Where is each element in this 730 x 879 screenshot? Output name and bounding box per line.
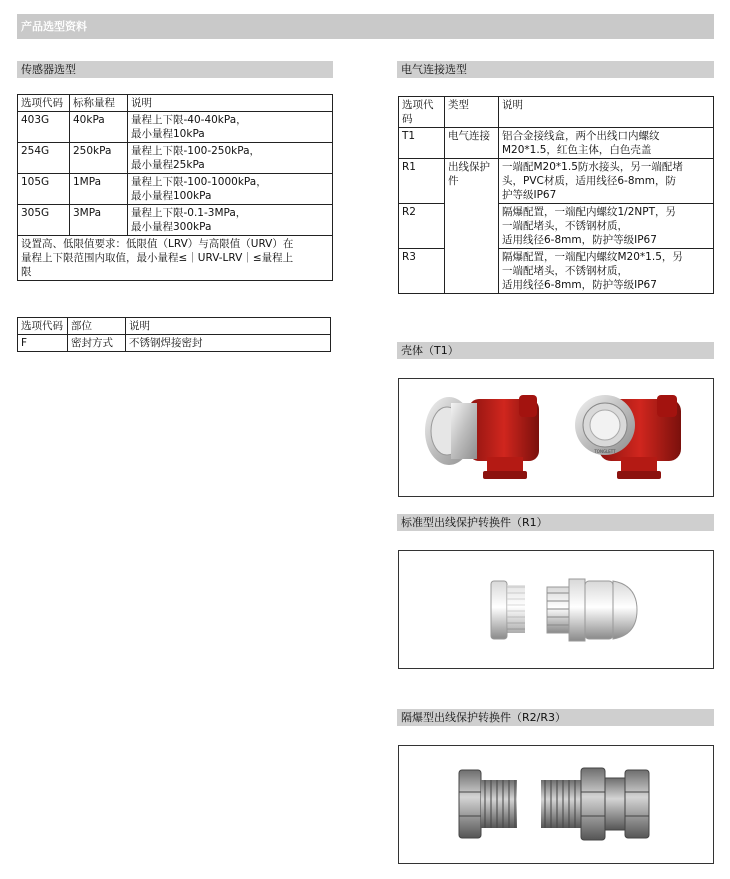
exp-fitting-image-box [398,745,714,864]
elec-table [398,96,714,294]
sensor-section-label: 传感器选型 [21,63,76,76]
option-code: R2 [399,204,445,249]
option-code: T1 [399,128,445,159]
table-row [18,174,333,205]
header-cell: 说明 [126,318,331,335]
cable-gland-part [547,579,637,641]
description: 一端配M20*1.5防水接头，另一端配堵 头，PVC材质，适用线径6-8mm，防 护等级IP67 [499,159,714,204]
header-cell: 选项代码 [399,97,445,128]
table-row [18,112,333,143]
housing-image [399,379,713,496]
description: 不锈钢焊接密封 [126,335,331,352]
std-fitting-image-box [398,550,714,669]
std-section-title [397,514,714,531]
nominal-range: 250kPa [70,143,128,174]
type: 出线保护 件 [445,159,499,294]
page-title: 产品选型资料 [21,20,87,33]
description: 隔爆配置，一端配内螺纹M20*1.5，另 一端配堵头，不锈钢材质， 适用线径6-8mm，防护等级IP67 [499,249,714,294]
nameplate-text: TONGLETT [594,449,616,454]
exp-fitting-image [399,746,713,863]
description: 量程上下限-100-1000kPa， 最小量程100kPa [128,174,333,205]
option-code: 105G [18,174,70,205]
elec-section-label: 电气连接选型 [401,63,467,76]
table-note-row [18,236,333,281]
header-cell: 选项代码 [18,318,68,335]
elec-section-title [397,61,714,78]
sensor-table [17,94,333,281]
table-header-row [18,95,333,112]
table-row [399,159,714,204]
table-header-row [18,318,331,335]
exp-section-title [397,709,714,726]
nominal-range: 1MPa [70,174,128,205]
hex-plug-part [459,770,517,838]
sensor-section-title [17,61,333,78]
shell-section-label: 壳体（T1） [401,344,459,357]
header-cell: 标称量程 [70,95,128,112]
table-header-row [399,97,714,128]
description: 量程上下限-100-250kPa， 最小量程25kPa [128,143,333,174]
description: 量程上下限-0.1-3MPa， 最小量程300kPa [128,205,333,236]
type: 电气连接 [445,128,499,159]
housing-front-view [575,395,681,479]
housing-side-view [425,395,539,479]
nominal-range: 40kPa [70,112,128,143]
description: 铝合金接线盒，两个出线口内螺纹 M20*1.5，红色主体，白色壳盖 [499,128,714,159]
plug-part [491,581,525,639]
header-cell: 说明 [499,97,714,128]
header-cell: 部位 [68,318,126,335]
description: 量程上下限-40-40kPa， 最小量程10kPa [128,112,333,143]
range-setting-note: 设置高、低限值要求：低限值（LRV）与高限值（URV）在 量程上下限范围内取值，最小量程≤｜URV-LRV｜≤量程上 限 [18,236,333,281]
nominal-range: 3MPa [70,205,128,236]
table-row [399,128,714,159]
option-code: 403G [18,112,70,143]
table-row [18,143,333,174]
option-code: 254G [18,143,70,174]
option-code: F [18,335,68,352]
part: 密封方式 [68,335,126,352]
option-code: 305G [18,205,70,236]
header-cell: 说明 [128,95,333,112]
header-cell: 类型 [445,97,499,128]
shell-section-title [397,342,714,359]
table-row [18,205,333,236]
table-row [18,335,331,352]
housing-image-box [398,378,714,497]
explosion-proof-gland-part [541,768,649,840]
exp-section-label: 隔爆型出线保护转换件（R2/R3） [401,711,566,724]
page-header-bar [17,14,714,39]
header-cell: 选项代码 [18,95,70,112]
description: 隔爆配置，一端配内螺纹1/2NPT，另 一端配堵头，不锈钢材质， 适用线径6-8mm，防护等级IP67 [499,204,714,249]
std-fitting-image [399,551,713,668]
std-section-label: 标准型出线保护转换件（R1） [401,516,548,529]
option-code: R3 [399,249,445,294]
seal-table [17,317,331,352]
option-code: R1 [399,159,445,204]
